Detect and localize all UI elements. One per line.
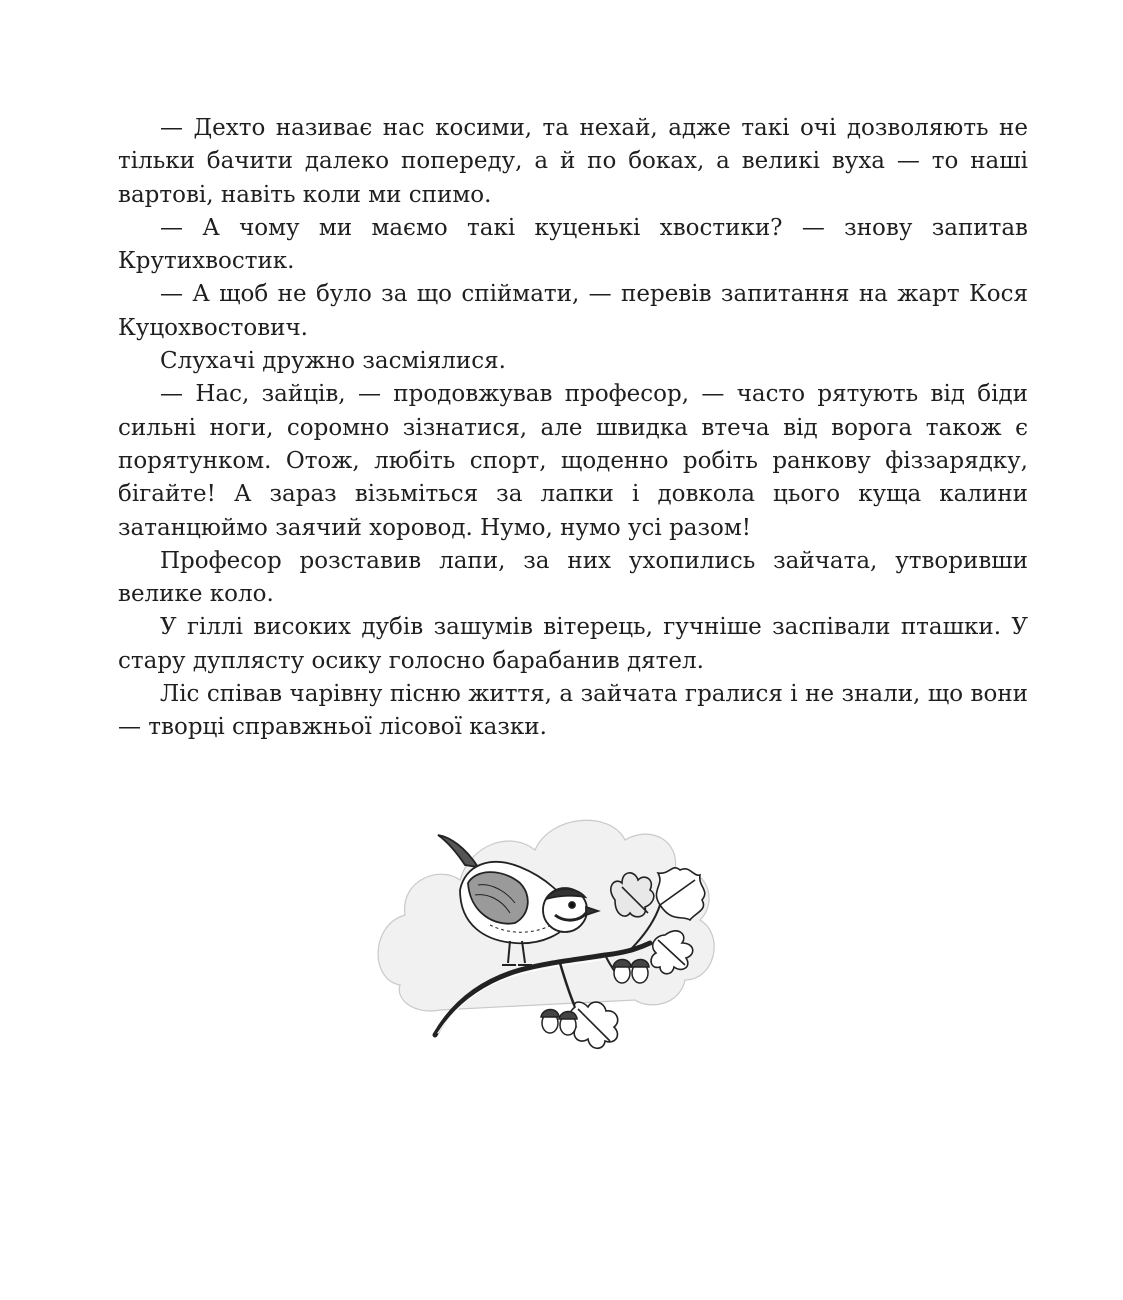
paragraph-3: — А щоб не було за що спіймати, — перевів запитання на жарт Кося Куцохвостович.	[118, 281, 1028, 341]
paragraph-1: — Дехто називає нас косими, та нехай, адже такі очі дозволяють не тільки бачити далеко попереду, а й по боках, а великі вуха — то наші вартові, навіть коли ми спимо.	[118, 115, 1028, 208]
book-page-text	[118, 112, 1028, 745]
paragraph-2: — А чому ми маємо такі куценькі хвостики? — знову запитав Крутихвостик.	[118, 214, 1028, 275]
paragraph-6: Професор розставив лапи, за них ухопились зайчата, утворивши велике коло.	[118, 547, 1028, 608]
paragraph-7: У гіллі високих дубів зашумів вітерець, гучніше заспівали пташки. У стару дуплясту осику голосно барабанив дятел.	[118, 614, 1028, 674]
paragraph-5: — Нас, зайців, — продовжував професор, — часто рятують від біди сильні ноги, соромно зізнатися, але швидка втеча від ворога також є порятунком. Отож, любіть спорт, щоденно робіть ранкову фіззарядку, бігайте! А зараз візьміться за лапки і довкола цього куща калини затанцюймо заячий хоровод. Нумо, нумо усі разом!	[118, 381, 1028, 541]
paragraph-8: Ліс співав чарівну пісню життя, а зайчата гралися і не знали, що вони — творці справжньої лісової казки.	[118, 681, 1028, 741]
bird-on-oak-branch-illustration	[360, 795, 740, 1090]
paragraph-4: Слухачі дружно засміялися.	[160, 348, 506, 375]
